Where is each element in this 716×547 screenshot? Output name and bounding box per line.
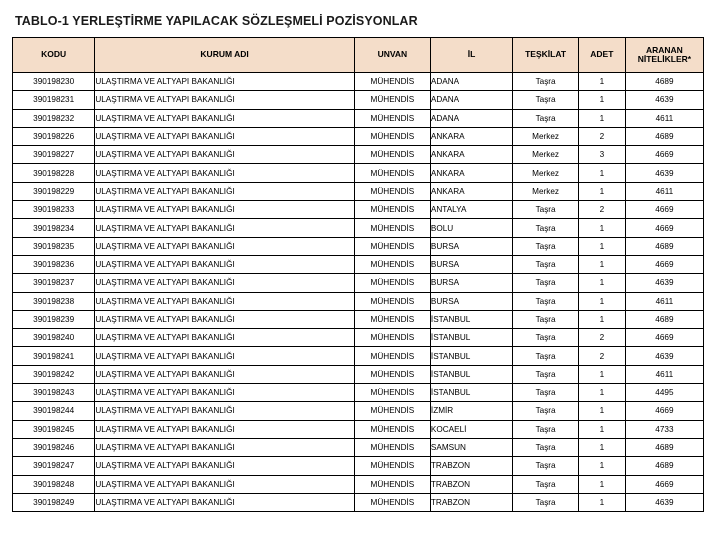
positions-table <box>12 37 704 512</box>
cell-kurum-adi: ULAŞTIRMA VE ALTYAPI BAKANLIĞI <box>95 493 355 511</box>
cell-kodu: 390198238 <box>13 292 95 310</box>
cell-adet: 1 <box>578 91 625 109</box>
cell-kodu: 390198232 <box>13 109 95 127</box>
cell-unvan: MÜHENDİS <box>354 201 430 219</box>
cell-kurum-adi: ULAŞTIRMA VE ALTYAPI BAKANLIĞI <box>95 347 355 365</box>
cell-il: İZMİR <box>430 402 512 420</box>
cell-kurum-adi: ULAŞTIRMA VE ALTYAPI BAKANLIĞI <box>95 146 355 164</box>
cell-il: TRABZON <box>430 457 512 475</box>
cell-adet: 1 <box>578 493 625 511</box>
cell-teskilat: Taşra <box>513 438 579 456</box>
cell-il: ADANA <box>430 73 512 91</box>
cell-aranan-nitelikler: 4689 <box>625 73 703 91</box>
cell-teskilat: Taşra <box>513 420 579 438</box>
cell-kurum-adi: ULAŞTIRMA VE ALTYAPI BAKANLIĞI <box>95 292 355 310</box>
cell-il: İSTANBUL <box>430 329 512 347</box>
cell-kodu: 390198241 <box>13 347 95 365</box>
cell-unvan: MÜHENDİS <box>354 73 430 91</box>
cell-il: ANTALYA <box>430 201 512 219</box>
cell-teskilat: Merkez <box>513 182 579 200</box>
table-row <box>13 384 704 402</box>
cell-aranan-nitelikler: 4611 <box>625 365 703 383</box>
table-row <box>13 457 704 475</box>
cell-aranan-nitelikler: 4733 <box>625 420 703 438</box>
cell-adet: 1 <box>578 73 625 91</box>
cell-kurum-adi: ULAŞTIRMA VE ALTYAPI BAKANLIĞI <box>95 237 355 255</box>
table-row <box>13 164 704 182</box>
cell-unvan: MÜHENDİS <box>354 384 430 402</box>
cell-aranan-nitelikler: 4611 <box>625 292 703 310</box>
table-row <box>13 310 704 328</box>
cell-aranan-nitelikler: 4669 <box>625 219 703 237</box>
table-row <box>13 438 704 456</box>
table-row <box>13 475 704 493</box>
cell-unvan: MÜHENDİS <box>354 91 430 109</box>
cell-adet: 2 <box>578 347 625 365</box>
cell-aranan-nitelikler: 4639 <box>625 91 703 109</box>
cell-teskilat: Taşra <box>513 201 579 219</box>
cell-unvan: MÜHENDİS <box>354 146 430 164</box>
cell-il: BOLU <box>430 219 512 237</box>
cell-aranan-nitelikler: 4669 <box>625 201 703 219</box>
cell-teskilat: Merkez <box>513 146 579 164</box>
cell-teskilat: Taşra <box>513 255 579 273</box>
cell-aranan-nitelikler: 4639 <box>625 493 703 511</box>
column-header-il: İL <box>430 38 512 73</box>
table-body <box>13 73 704 512</box>
cell-unvan: MÜHENDİS <box>354 365 430 383</box>
cell-aranan-nitelikler: 4495 <box>625 384 703 402</box>
cell-il: ANKARA <box>430 146 512 164</box>
cell-teskilat: Taşra <box>513 329 579 347</box>
cell-teskilat: Taşra <box>513 402 579 420</box>
cell-aranan-nitelikler: 4639 <box>625 164 703 182</box>
cell-kodu: 390198231 <box>13 91 95 109</box>
cell-kodu: 390198229 <box>13 182 95 200</box>
cell-aranan-nitelikler: 4611 <box>625 182 703 200</box>
cell-unvan: MÜHENDİS <box>354 329 430 347</box>
column-header-kurum-adi: KURUM ADI <box>95 38 355 73</box>
cell-kurum-adi: ULAŞTIRMA VE ALTYAPI BAKANLIĞI <box>95 457 355 475</box>
table-row <box>13 274 704 292</box>
cell-kurum-adi: ULAŞTIRMA VE ALTYAPI BAKANLIĞI <box>95 109 355 127</box>
cell-unvan: MÜHENDİS <box>354 109 430 127</box>
table-row <box>13 73 704 91</box>
cell-kurum-adi: ULAŞTIRMA VE ALTYAPI BAKANLIĞI <box>95 201 355 219</box>
cell-adet: 1 <box>578 438 625 456</box>
cell-kurum-adi: ULAŞTIRMA VE ALTYAPI BAKANLIĞI <box>95 384 355 402</box>
cell-unvan: MÜHENDİS <box>354 493 430 511</box>
cell-aranan-nitelikler: 4669 <box>625 255 703 273</box>
cell-kurum-adi: ULAŞTIRMA VE ALTYAPI BAKANLIĞI <box>95 365 355 383</box>
cell-unvan: MÜHENDİS <box>354 292 430 310</box>
cell-teskilat: Taşra <box>513 274 579 292</box>
cell-adet: 1 <box>578 384 625 402</box>
page-title: TABLO-1 YERLEŞTİRME YAPILACAK SÖZLEŞMELİ POZİSYONLAR <box>15 14 418 28</box>
cell-il: ANKARA <box>430 127 512 145</box>
cell-kodu: 390198243 <box>13 384 95 402</box>
cell-kurum-adi: ULAŞTIRMA VE ALTYAPI BAKANLIĞI <box>95 164 355 182</box>
cell-teskilat: Taşra <box>513 219 579 237</box>
cell-adet: 1 <box>578 475 625 493</box>
cell-kodu: 390198230 <box>13 73 95 91</box>
cell-kodu: 390198240 <box>13 329 95 347</box>
cell-adet: 1 <box>578 420 625 438</box>
table-row <box>13 493 704 511</box>
cell-kodu: 390198245 <box>13 420 95 438</box>
cell-unvan: MÜHENDİS <box>354 310 430 328</box>
cell-aranan-nitelikler: 4669 <box>625 402 703 420</box>
cell-il: BURSA <box>430 237 512 255</box>
cell-kurum-adi: ULAŞTIRMA VE ALTYAPI BAKANLIĞI <box>95 475 355 493</box>
cell-il: ANKARA <box>430 182 512 200</box>
cell-adet: 2 <box>578 127 625 145</box>
cell-kodu: 390198242 <box>13 365 95 383</box>
cell-kurum-adi: ULAŞTIRMA VE ALTYAPI BAKANLIĞI <box>95 420 355 438</box>
cell-kodu: 390198247 <box>13 457 95 475</box>
cell-kodu: 390198227 <box>13 146 95 164</box>
column-header-kodu: KODU <box>13 38 95 73</box>
cell-unvan: MÜHENDİS <box>354 420 430 438</box>
cell-kurum-adi: ULAŞTIRMA VE ALTYAPI BAKANLIĞI <box>95 127 355 145</box>
cell-kodu: 390198235 <box>13 237 95 255</box>
cell-adet: 3 <box>578 146 625 164</box>
cell-unvan: MÜHENDİS <box>354 164 430 182</box>
cell-adet: 1 <box>578 402 625 420</box>
table-header-row <box>13 38 704 73</box>
cell-kurum-adi: ULAŞTIRMA VE ALTYAPI BAKANLIĞI <box>95 73 355 91</box>
cell-adet: 1 <box>578 237 625 255</box>
cell-kurum-adi: ULAŞTIRMA VE ALTYAPI BAKANLIĞI <box>95 438 355 456</box>
cell-adet: 2 <box>578 329 625 347</box>
cell-kurum-adi: ULAŞTIRMA VE ALTYAPI BAKANLIĞI <box>95 219 355 237</box>
cell-kurum-adi: ULAŞTIRMA VE ALTYAPI BAKANLIĞI <box>95 329 355 347</box>
cell-il: İSTANBUL <box>430 384 512 402</box>
column-header-adet: ADET <box>578 38 625 73</box>
table-row <box>13 182 704 200</box>
cell-adet: 2 <box>578 201 625 219</box>
table-row <box>13 365 704 383</box>
cell-unvan: MÜHENDİS <box>354 219 430 237</box>
cell-kodu: 390198236 <box>13 255 95 273</box>
cell-teskilat: Taşra <box>513 365 579 383</box>
cell-adet: 1 <box>578 292 625 310</box>
cell-il: TRABZON <box>430 493 512 511</box>
cell-aranan-nitelikler: 4689 <box>625 438 703 456</box>
cell-kodu: 390198246 <box>13 438 95 456</box>
cell-aranan-nitelikler: 4639 <box>625 274 703 292</box>
cell-unvan: MÜHENDİS <box>354 274 430 292</box>
cell-kurum-adi: ULAŞTIRMA VE ALTYAPI BAKANLIĞI <box>95 91 355 109</box>
cell-aranan-nitelikler: 4669 <box>625 475 703 493</box>
cell-aranan-nitelikler: 4611 <box>625 109 703 127</box>
cell-teskilat: Taşra <box>513 457 579 475</box>
cell-teskilat: Taşra <box>513 347 579 365</box>
cell-aranan-nitelikler: 4689 <box>625 457 703 475</box>
cell-unvan: MÜHENDİS <box>354 237 430 255</box>
cell-adet: 1 <box>578 274 625 292</box>
cell-teskilat: Taşra <box>513 73 579 91</box>
table-row <box>13 255 704 273</box>
cell-adet: 1 <box>578 164 625 182</box>
cell-kodu: 390198239 <box>13 310 95 328</box>
cell-teskilat: Taşra <box>513 493 579 511</box>
cell-aranan-nitelikler: 4689 <box>625 127 703 145</box>
cell-il: TRABZON <box>430 475 512 493</box>
column-header-teskilat: TEŞKİLAT <box>513 38 579 73</box>
cell-unvan: MÜHENDİS <box>354 127 430 145</box>
table-row <box>13 347 704 365</box>
cell-unvan: MÜHENDİS <box>354 182 430 200</box>
cell-adet: 1 <box>578 255 625 273</box>
cell-adet: 1 <box>578 109 625 127</box>
table-header <box>13 38 704 73</box>
cell-il: SAMSUN <box>430 438 512 456</box>
cell-teskilat: Merkez <box>513 164 579 182</box>
cell-kurum-adi: ULAŞTIRMA VE ALTYAPI BAKANLIĞI <box>95 310 355 328</box>
cell-teskilat: Taşra <box>513 475 579 493</box>
cell-adet: 1 <box>578 182 625 200</box>
column-header-aranan-nitelikler <box>625 38 703 73</box>
cell-kodu: 390198233 <box>13 201 95 219</box>
cell-aranan-nitelikler: 4639 <box>625 347 703 365</box>
cell-kodu: 390198226 <box>13 127 95 145</box>
cell-kodu: 390198228 <box>13 164 95 182</box>
table-row <box>13 329 704 347</box>
table-row <box>13 201 704 219</box>
cell-teskilat: Taşra <box>513 384 579 402</box>
cell-aranan-nitelikler: 4669 <box>625 146 703 164</box>
cell-unvan: MÜHENDİS <box>354 255 430 273</box>
cell-aranan-nitelikler: 4689 <box>625 237 703 255</box>
cell-unvan: MÜHENDİS <box>354 347 430 365</box>
cell-unvan: MÜHENDİS <box>354 475 430 493</box>
cell-aranan-nitelikler: 4689 <box>625 310 703 328</box>
cell-unvan: MÜHENDİS <box>354 402 430 420</box>
cell-il: İSTANBUL <box>430 347 512 365</box>
cell-il: KOCAELİ <box>430 420 512 438</box>
cell-unvan: MÜHENDİS <box>354 438 430 456</box>
cell-il: İSTANBUL <box>430 310 512 328</box>
column-header-aranan-nitelikler-line2: NİTELİKLER* <box>637 54 692 64</box>
table-row <box>13 127 704 145</box>
table-row <box>13 292 704 310</box>
table-row <box>13 420 704 438</box>
cell-il: BURSA <box>430 292 512 310</box>
cell-teskilat: Taşra <box>513 292 579 310</box>
cell-il: ANKARA <box>430 164 512 182</box>
cell-teskilat: Taşra <box>513 310 579 328</box>
cell-kurum-adi: ULAŞTIRMA VE ALTYAPI BAKANLIĞI <box>95 255 355 273</box>
table-row <box>13 146 704 164</box>
cell-kurum-adi: ULAŞTIRMA VE ALTYAPI BAKANLIĞI <box>95 274 355 292</box>
cell-kurum-adi: ULAŞTIRMA VE ALTYAPI BAKANLIĞI <box>95 402 355 420</box>
cell-kodu: 390198249 <box>13 493 95 511</box>
cell-il: ADANA <box>430 109 512 127</box>
cell-unvan: MÜHENDİS <box>354 457 430 475</box>
cell-teskilat: Taşra <box>513 91 579 109</box>
table-row <box>13 91 704 109</box>
column-header-aranan-nitelikler-line1: ARANAN <box>645 44 683 55</box>
cell-kodu: 390198234 <box>13 219 95 237</box>
cell-teskilat: Taşra <box>513 237 579 255</box>
cell-il: İSTANBUL <box>430 365 512 383</box>
cell-teskilat: Taşra <box>513 109 579 127</box>
cell-il: BURSA <box>430 274 512 292</box>
cell-kurum-adi: ULAŞTIRMA VE ALTYAPI BAKANLIĞI <box>95 182 355 200</box>
cell-il: BURSA <box>430 255 512 273</box>
cell-adet: 1 <box>578 310 625 328</box>
column-header-unvan: UNVAN <box>354 38 430 73</box>
table-row <box>13 109 704 127</box>
cell-adet: 1 <box>578 365 625 383</box>
table-row <box>13 237 704 255</box>
cell-il: ADANA <box>430 91 512 109</box>
cell-kodu: 390198248 <box>13 475 95 493</box>
cell-teskilat: Merkez <box>513 127 579 145</box>
cell-aranan-nitelikler: 4669 <box>625 329 703 347</box>
table-row <box>13 219 704 237</box>
table-row <box>13 402 704 420</box>
cell-kodu: 390198237 <box>13 274 95 292</box>
cell-kodu: 390198244 <box>13 402 95 420</box>
cell-adet: 1 <box>578 219 625 237</box>
cell-adet: 1 <box>578 457 625 475</box>
